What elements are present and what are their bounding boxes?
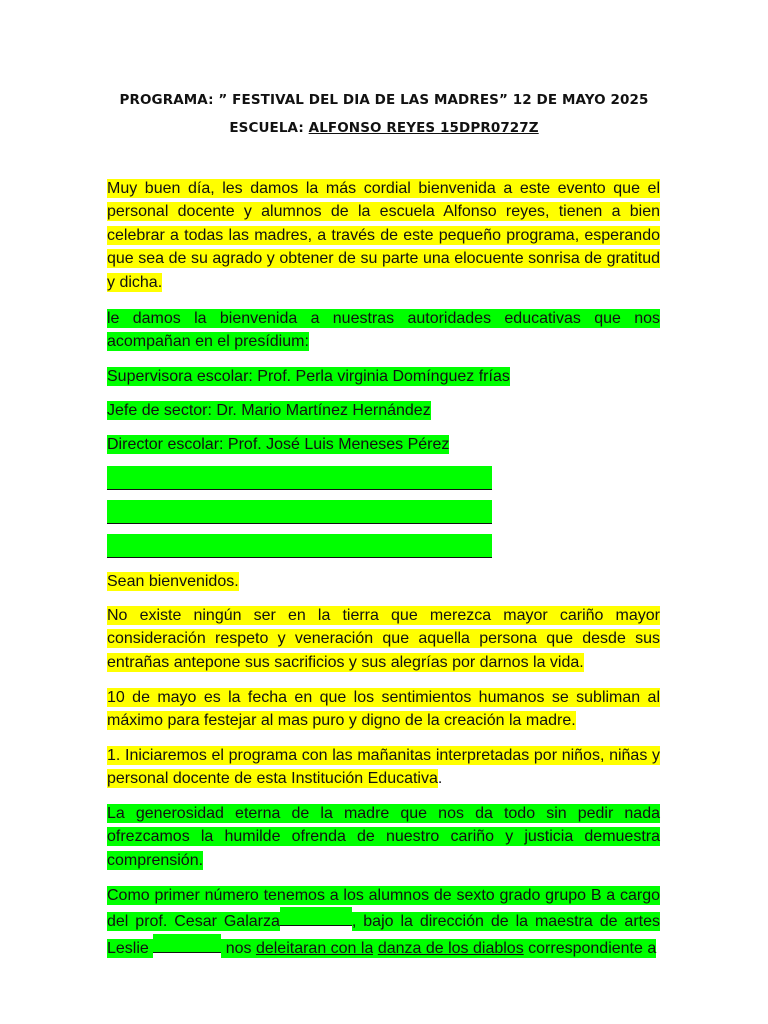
supervisor-text: Supervisora escolar: Prof. Perla virginia Domínguez frías (107, 368, 510, 385)
first-number-text-c: nos (221, 939, 256, 957)
welcome-close (107, 570, 660, 593)
first-number-paragraph (107, 884, 660, 960)
mother-tribute-text: No existe ningún ser en la tierra que merezca mayor cariño mayor consideración respeto y veneración que aquella persona que desde sus entrañas antepone sus sacrificios y sus alegrías por darnos la vida. (107, 607, 660, 671)
school-label: ESCUELA: (229, 120, 309, 136)
mananitas-text: 1. Iniciaremos el programa con las mañanitas interpretadas por niños, niñas y personal docente de esta Institución Educativa (107, 747, 660, 788)
mananitas-paragraph (107, 744, 660, 791)
director-text: Director escolar: Prof. José Luis Meneses Pérez (107, 436, 450, 453)
welcome-text: Muy buen día, les damos la más cordial bienvenida a este evento que el personal docente y alumnos de la escuela Alfonso reyes, tienen a bien celebrar a todas las madres, a través de este pequeño programa, esperando que sea de su agrado y obtener de su parte una elocuente sonrisa de gratitud y dicha. (107, 180, 660, 291)
generosity-paragraph (107, 802, 660, 872)
first-number-text-b: , bajo la dirección de la maestra de artes Leslie (107, 913, 661, 957)
mananitas-period: . (437, 770, 443, 788)
school-line (0, 120, 768, 136)
may-tenth-paragraph (107, 686, 660, 733)
supervisor-line (107, 365, 660, 388)
program-title: PROGRAMA: ” FESTIVAL DEL DIA DE LAS MADRES” 12 DE MAYO 2025 (119, 92, 649, 108)
blank-line-2 (107, 500, 492, 524)
sector-chief-line (107, 399, 660, 422)
director-line (107, 433, 660, 456)
mother-tribute-paragraph (107, 604, 660, 674)
sector-chief-text: Jefe de sector: Dr. Mario Martínez Hernández (107, 402, 431, 419)
authorities-intro-text: le damos la bienvenida a nuestras autoridades educativas que nos acompañan en el presídium: (107, 310, 660, 351)
dance-name: danza de los diablos (377, 939, 524, 957)
blank-line-3 (107, 534, 492, 558)
blank-line-1 (107, 466, 492, 490)
teacher-blank (280, 907, 352, 926)
first-number-text-a: Como primer número tenemos a los alumnos de sexto grado grupo B a cargo del prof. Cesar Galarza (107, 887, 660, 931)
welcome-close-text: Sean bienvenidos. (107, 573, 239, 590)
first-number-text-g: correspondiente a (523, 939, 657, 957)
generosity-text: La generosidad eterna de la madre que nos da todo sin pedir nada ofrezcamos la humilde ofrenda de nuestro cariño y justicia demuestra comprensión. (107, 805, 660, 869)
welcome-paragraph (107, 177, 660, 294)
school-name: ALFONSO REYES 15DPR0727Z (308, 120, 539, 136)
authorities-intro (107, 307, 660, 354)
may-tenth-text: 10 de mayo es la fecha en que los sentimientos humanos se subliman al máximo para festejar al mas puro y digno de la creación la madre. (107, 689, 660, 730)
first-number-text-d: deleitaran con la (255, 939, 374, 957)
art-teacher-blank (153, 934, 221, 953)
